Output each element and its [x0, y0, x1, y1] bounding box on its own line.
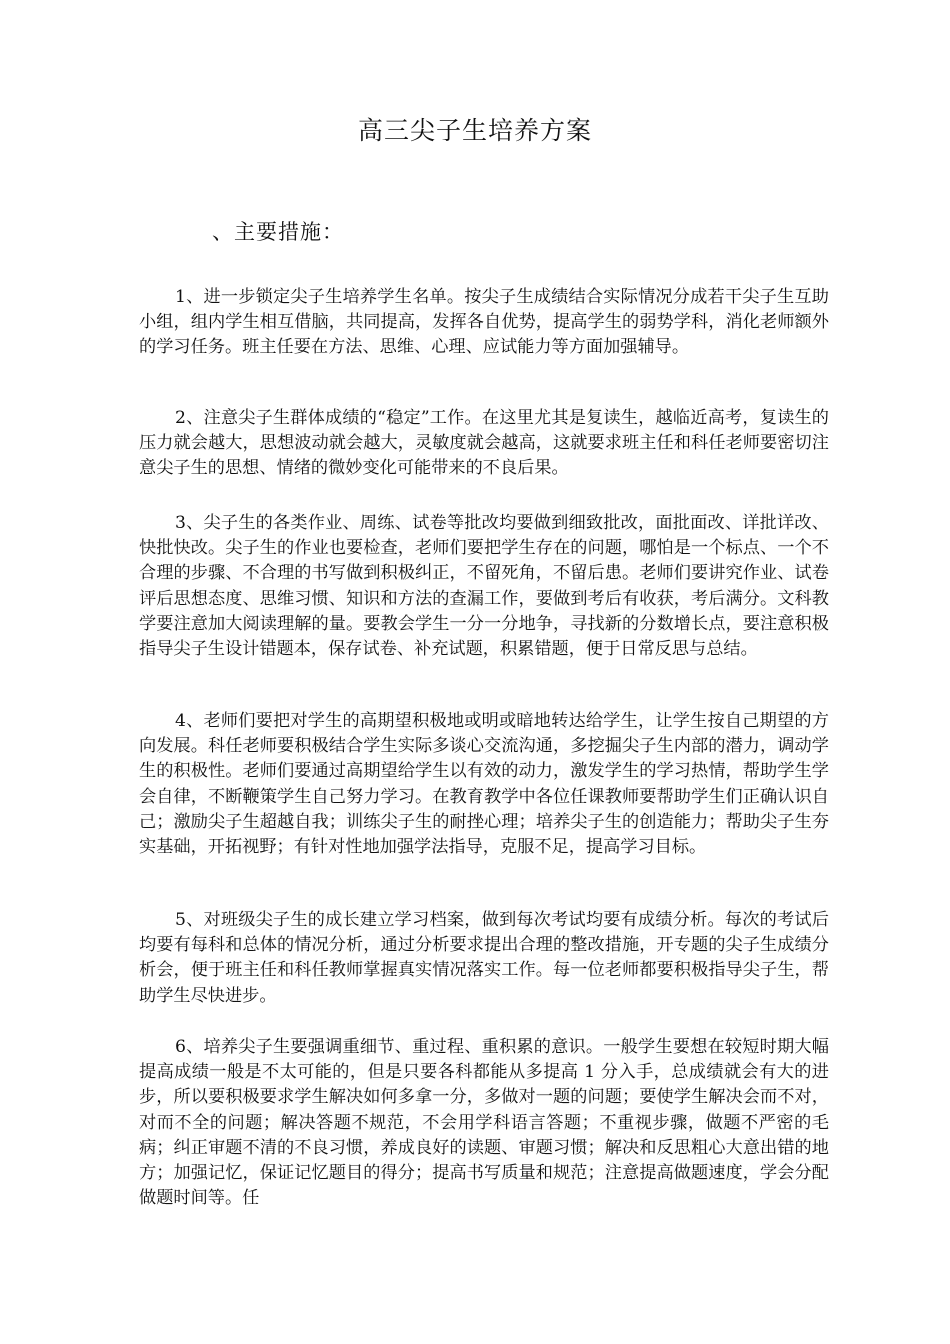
- paragraph-4: 4、老师们要把对学生的高期望积极地或明或暗地转达给学生，让学生按自己期望的方向发展。科任老师要积极结合学生实际多谈心交流沟通，多挖掘尖子生内部的潜力，调动学生的积极性。老师们要通过高期望给学生以有效的动力，激发学生的学习热情，帮助学生学会自律，不断鞭策学生自己努力学习。在教育教学中各位任课教师要帮助学生们正确认识自己；激励尖子生超越自我；训练尖子生的耐挫心理；培养尖子生的创造能力；帮助尖子生夯实基础，开拓视野；有针对性地加强学法指导，克服不足，提高学习目标。: [139, 711, 829, 858]
- document-title: 高三尖子生培养方案: [357, 116, 592, 145]
- paragraph-5: 5、对班级尖子生的成长建立学习档案，做到每次考试均要有成绩分析。每次的考试后均要有每科和总体的情况分析，通过分析要求提出合理的整改措施，开专题的尖子生成绩分析会，便于班主任和科任教师掌握真实情况落实工作。每一位老师都要积极指导尖子生，帮助学生尽快进步。: [139, 910, 829, 1006]
- paragraph-6: 6、培养尖子生要强调重细节、重过程、重积累的意识。一般学生要想在较短时期大幅提高成绩一般是不太可能的，但是只要各科都能从多提高 1 分入手，总成绩就会有大的进步，所以要积极要求学生解决如何多拿一分，多做对一题的问题；要使学生解决会而不对，对而不全的问题；解决答题不规范，不会用学科语言答题；不重视步骤，做题不严密的毛病；纠正审题不清的不良习惯，养成良好的读题、审题习惯；解决和反思粗心大意出错的地方；加强记忆，保证记忆题目的得分；提高书写质量和规范；注意提高做题速度，学会分配做题时间等。任: [139, 1037, 829, 1209]
- paragraph-2: 2、注意尖子生群体成绩的“稳定”工作。在这里尤其是复读生，越临近高考，复读生的压力就会越大，思想波动就会越大，灵敏度就会越高，这就要求班主任和科任老师要密切注意尖子生的思想、情绪的微妙变化可能带来的不良后果。: [139, 408, 829, 479]
- section-heading: 、主要措施：: [212, 220, 344, 244]
- paragraph-3: 3、尖子生的各类作业、周练、试卷等批改均要做到细致批改，面批面改、详批详改、快批快改。尖子生的作业也要检查，老师们要把学生存在的问题，哪怕是一个标点、一个不合理的步骤、不合理的书写做到积极纠正，不留死角，不留后患。老师们要讲究作业、试卷评后思想态度、思维习惯、知识和方法的查漏工作，要做到考后有收获，考后满分。文科教学要注意加大阅读理解的量。要教会学生一分一分地争，寻找新的分数增长点，要注意积极指导尖子生设计错题本，保存试卷、补充试题，积累错题，便于日常反思与总结。: [139, 513, 829, 660]
- paragraph-1: 1、进一步锁定尖子生培养学生名单。按尖子生成绩结合实际情况分成若干尖子生互助小组，组内学生相互借脑，共同提高，发挥各自优势，提高学生的弱势学科，消化老师额外的学习任务。班主任要在方法、思维、心理、应试能力等方面加强辅导。: [139, 287, 829, 358]
